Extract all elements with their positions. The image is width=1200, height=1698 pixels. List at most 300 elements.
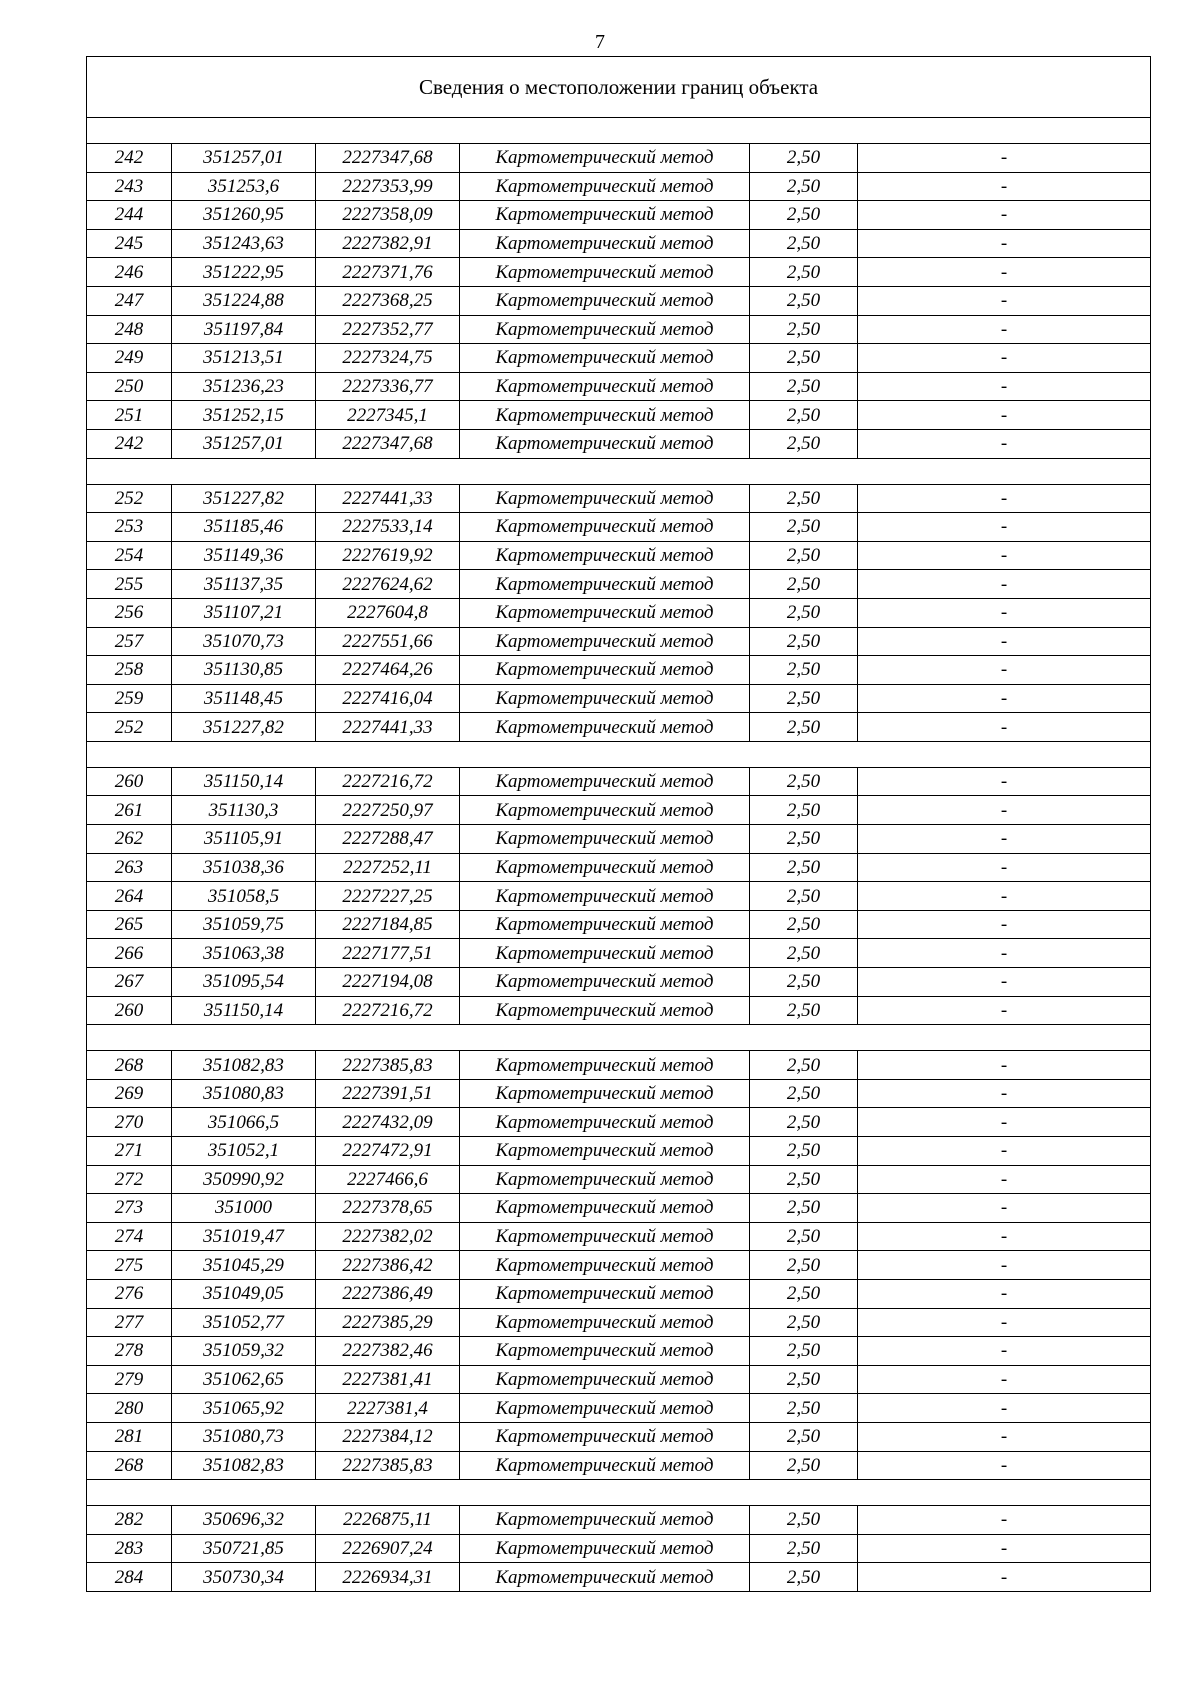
point-number-cell: 252	[87, 484, 172, 513]
accuracy-cell: 2,50	[750, 853, 858, 882]
accuracy-cell: 2,50	[750, 767, 858, 796]
method-cell: Картометрический метод	[460, 1337, 750, 1366]
x-coordinate-cell: 351150,14	[172, 996, 316, 1025]
accuracy-cell: 2,50	[750, 570, 858, 599]
y-coordinate-cell: 2227358,09	[316, 201, 460, 230]
y-coordinate-cell: 2227382,46	[316, 1337, 460, 1366]
table-row	[87, 1308, 1151, 1337]
method-cell: Картометрический метод	[460, 1451, 750, 1480]
table-row	[87, 1165, 1151, 1194]
y-coordinate-cell: 2227381,41	[316, 1365, 460, 1394]
accuracy-cell: 2,50	[750, 1079, 858, 1108]
point-number-cell: 267	[87, 968, 172, 997]
x-coordinate-cell: 351063,38	[172, 939, 316, 968]
x-coordinate-cell: 351019,47	[172, 1222, 316, 1251]
accuracy-cell: 2,50	[750, 1137, 858, 1166]
point-number-cell: 273	[87, 1194, 172, 1223]
point-number-cell: 250	[87, 372, 172, 401]
x-coordinate-cell: 351222,95	[172, 258, 316, 287]
accuracy-cell: 2,50	[750, 882, 858, 911]
y-coordinate-cell: 2227382,91	[316, 229, 460, 258]
y-coordinate-cell: 2227227,25	[316, 882, 460, 911]
accuracy-cell: 2,50	[750, 484, 858, 513]
page-number: 7	[595, 31, 605, 53]
table-row	[87, 513, 1151, 542]
method-cell: Картометрический метод	[460, 541, 750, 570]
table-row	[87, 853, 1151, 882]
point-number-cell: 278	[87, 1337, 172, 1366]
method-cell: Картометрический метод	[460, 1422, 750, 1451]
method-cell: Картометрический метод	[460, 1365, 750, 1394]
accuracy-cell: 2,50	[750, 825, 858, 854]
method-cell: Картометрический метод	[460, 1308, 750, 1337]
boundary-table-container	[86, 56, 1150, 1592]
y-coordinate-cell: 2227604,8	[316, 598, 460, 627]
x-coordinate-cell: 351252,15	[172, 401, 316, 430]
table-row	[87, 1251, 1151, 1280]
x-coordinate-cell: 351082,83	[172, 1051, 316, 1080]
x-coordinate-cell: 351150,14	[172, 767, 316, 796]
x-coordinate-cell: 351130,85	[172, 656, 316, 685]
point-number-cell: 252	[87, 713, 172, 742]
table-row	[87, 201, 1151, 230]
y-coordinate-cell: 2227533,14	[316, 513, 460, 542]
y-coordinate-cell: 2227324,75	[316, 344, 460, 373]
description-cell: -	[858, 1079, 1151, 1108]
description-cell: -	[858, 656, 1151, 685]
description-cell: -	[858, 713, 1151, 742]
method-cell: Картометрический метод	[460, 968, 750, 997]
x-coordinate-cell: 351243,63	[172, 229, 316, 258]
description-cell: -	[858, 1337, 1151, 1366]
table-row	[87, 713, 1151, 742]
point-number-cell: 260	[87, 996, 172, 1025]
description-cell: -	[858, 401, 1151, 430]
accuracy-cell: 2,50	[750, 1422, 858, 1451]
x-coordinate-cell: 351038,36	[172, 853, 316, 882]
point-number-cell: 242	[87, 429, 172, 458]
table-row	[87, 939, 1151, 968]
x-coordinate-cell: 351052,77	[172, 1308, 316, 1337]
y-coordinate-cell: 2227385,29	[316, 1308, 460, 1337]
description-cell: -	[858, 1051, 1151, 1080]
method-cell: Картометрический метод	[460, 627, 750, 656]
table-row	[87, 1534, 1151, 1563]
description-cell: -	[858, 968, 1151, 997]
accuracy-cell: 2,50	[750, 1394, 858, 1423]
x-coordinate-cell: 351224,88	[172, 286, 316, 315]
point-number-cell: 242	[87, 144, 172, 173]
accuracy-cell: 2,50	[750, 201, 858, 230]
table-row	[87, 1563, 1151, 1592]
accuracy-cell: 2,50	[750, 1251, 858, 1280]
method-cell: Картометрический метод	[460, 172, 750, 201]
x-coordinate-cell: 351059,75	[172, 910, 316, 939]
point-number-cell: 260	[87, 767, 172, 796]
point-number-cell: 266	[87, 939, 172, 968]
description-cell: -	[858, 344, 1151, 373]
table-row	[87, 315, 1151, 344]
accuracy-cell: 2,50	[750, 910, 858, 939]
x-coordinate-cell: 351257,01	[172, 429, 316, 458]
point-number-cell: 268	[87, 1051, 172, 1080]
description-cell: -	[858, 172, 1151, 201]
y-coordinate-cell: 2227347,68	[316, 144, 460, 173]
table-row	[87, 627, 1151, 656]
description-cell: -	[858, 767, 1151, 796]
point-number-cell: 284	[87, 1563, 172, 1592]
accuracy-cell: 2,50	[750, 286, 858, 315]
y-coordinate-cell: 2227250,97	[316, 796, 460, 825]
accuracy-cell: 2,50	[750, 372, 858, 401]
y-coordinate-cell: 2227385,83	[316, 1051, 460, 1080]
method-cell: Картометрический метод	[460, 1108, 750, 1137]
description-cell: -	[858, 1194, 1151, 1223]
description-cell: -	[858, 1279, 1151, 1308]
method-cell: Картометрический метод	[460, 372, 750, 401]
description-cell: -	[858, 1563, 1151, 1592]
table-row	[87, 429, 1151, 458]
y-coordinate-cell: 2227624,62	[316, 570, 460, 599]
accuracy-cell: 2,50	[750, 172, 858, 201]
accuracy-cell: 2,50	[750, 513, 858, 542]
method-cell: Картометрический метод	[460, 1194, 750, 1223]
method-cell: Картометрический метод	[460, 513, 750, 542]
description-cell: -	[858, 627, 1151, 656]
accuracy-cell: 2,50	[750, 541, 858, 570]
method-cell: Картометрический метод	[460, 713, 750, 742]
table-row	[87, 968, 1151, 997]
y-coordinate-cell: 2227619,92	[316, 541, 460, 570]
x-coordinate-cell: 351227,82	[172, 484, 316, 513]
y-coordinate-cell: 2227184,85	[316, 910, 460, 939]
method-cell: Картометрический метод	[460, 1051, 750, 1080]
accuracy-cell: 2,50	[750, 684, 858, 713]
accuracy-cell: 2,50	[750, 1563, 858, 1592]
group-separator-cell	[87, 1025, 1151, 1051]
table-row	[87, 1108, 1151, 1137]
method-cell: Картометрический метод	[460, 996, 750, 1025]
accuracy-cell: 2,50	[750, 713, 858, 742]
method-cell: Картометрический метод	[460, 1279, 750, 1308]
description-cell: -	[858, 1108, 1151, 1137]
accuracy-cell: 2,50	[750, 598, 858, 627]
table-row	[87, 229, 1151, 258]
y-coordinate-cell: 2227352,77	[316, 315, 460, 344]
method-cell: Картометрический метод	[460, 1165, 750, 1194]
accuracy-cell: 2,50	[750, 1365, 858, 1394]
table-row	[87, 484, 1151, 513]
description-cell: -	[858, 1506, 1151, 1535]
point-number-cell: 246	[87, 258, 172, 287]
table-row	[87, 1337, 1151, 1366]
description-cell: -	[858, 939, 1151, 968]
accuracy-cell: 2,50	[750, 1051, 858, 1080]
y-coordinate-cell: 2227371,76	[316, 258, 460, 287]
table-row	[87, 1222, 1151, 1251]
accuracy-cell: 2,50	[750, 1279, 858, 1308]
table-row	[87, 258, 1151, 287]
table-row	[87, 1451, 1151, 1480]
x-coordinate-cell: 351080,73	[172, 1422, 316, 1451]
point-number-cell: 274	[87, 1222, 172, 1251]
description-cell: -	[858, 1422, 1151, 1451]
point-number-cell: 282	[87, 1506, 172, 1535]
table-row	[87, 144, 1151, 173]
method-cell: Картометрический метод	[460, 882, 750, 911]
point-number-cell: 264	[87, 882, 172, 911]
point-number-cell: 280	[87, 1394, 172, 1423]
y-coordinate-cell: 2227378,65	[316, 1194, 460, 1223]
table-row	[87, 1422, 1151, 1451]
table-row	[87, 1079, 1151, 1108]
y-coordinate-cell: 2227368,25	[316, 286, 460, 315]
table-row	[87, 1194, 1151, 1223]
accuracy-cell: 2,50	[750, 1194, 858, 1223]
table-row	[87, 796, 1151, 825]
y-coordinate-cell: 2227472,91	[316, 1137, 460, 1166]
x-coordinate-cell: 351260,95	[172, 201, 316, 230]
description-cell: -	[858, 1394, 1151, 1423]
description-cell: -	[858, 598, 1151, 627]
y-coordinate-cell: 2227381,4	[316, 1394, 460, 1423]
accuracy-cell: 2,50	[750, 796, 858, 825]
accuracy-cell: 2,50	[750, 968, 858, 997]
y-coordinate-cell: 2227464,26	[316, 656, 460, 685]
y-coordinate-cell: 2227416,04	[316, 684, 460, 713]
table-row	[87, 372, 1151, 401]
point-number-cell: 268	[87, 1451, 172, 1480]
table-row	[87, 1279, 1151, 1308]
description-cell: -	[858, 484, 1151, 513]
accuracy-cell: 2,50	[750, 1337, 858, 1366]
point-number-cell: 247	[87, 286, 172, 315]
point-number-cell: 248	[87, 315, 172, 344]
point-number-cell: 261	[87, 796, 172, 825]
method-cell: Картометрический метод	[460, 1534, 750, 1563]
method-cell: Картометрический метод	[460, 1222, 750, 1251]
y-coordinate-cell: 2227336,77	[316, 372, 460, 401]
description-cell: -	[858, 1308, 1151, 1337]
point-number-cell: 255	[87, 570, 172, 599]
x-coordinate-cell: 351105,91	[172, 825, 316, 854]
method-cell: Картометрический метод	[460, 401, 750, 430]
description-cell: -	[858, 1365, 1151, 1394]
accuracy-cell: 2,50	[750, 996, 858, 1025]
x-coordinate-cell: 351148,45	[172, 684, 316, 713]
method-cell: Картометрический метод	[460, 1079, 750, 1108]
method-cell: Картометрический метод	[460, 144, 750, 173]
description-cell: -	[858, 541, 1151, 570]
table-row	[87, 286, 1151, 315]
y-coordinate-cell: 2227386,42	[316, 1251, 460, 1280]
method-cell: Картометрический метод	[460, 1563, 750, 1592]
y-coordinate-cell: 2227384,12	[316, 1422, 460, 1451]
accuracy-cell: 2,50	[750, 1165, 858, 1194]
x-coordinate-cell: 350730,34	[172, 1563, 316, 1592]
x-coordinate-cell: 351058,5	[172, 882, 316, 911]
description-cell: -	[858, 1451, 1151, 1480]
y-coordinate-cell: 2226875,11	[316, 1506, 460, 1535]
description-cell: -	[858, 796, 1151, 825]
x-coordinate-cell: 351059,32	[172, 1337, 316, 1366]
x-coordinate-cell: 351107,21	[172, 598, 316, 627]
method-cell: Картометрический метод	[460, 286, 750, 315]
point-number-cell: 270	[87, 1108, 172, 1137]
x-coordinate-cell: 351149,36	[172, 541, 316, 570]
description-cell: -	[858, 882, 1151, 911]
description-cell: -	[858, 201, 1151, 230]
table-row	[87, 656, 1151, 685]
method-cell: Картометрический метод	[460, 1137, 750, 1166]
description-cell: -	[858, 1165, 1151, 1194]
y-coordinate-cell: 2227386,49	[316, 1279, 460, 1308]
point-number-cell: 253	[87, 513, 172, 542]
description-cell: -	[858, 1534, 1151, 1563]
method-cell: Картометрический метод	[460, 429, 750, 458]
accuracy-cell: 2,50	[750, 1534, 858, 1563]
method-cell: Картометрический метод	[460, 258, 750, 287]
x-coordinate-cell: 351213,51	[172, 344, 316, 373]
group-separator-cell	[87, 458, 1151, 484]
x-coordinate-cell: 351257,01	[172, 144, 316, 173]
table-row	[87, 1394, 1151, 1423]
point-number-cell: 272	[87, 1165, 172, 1194]
description-cell: -	[858, 996, 1151, 1025]
description-cell: -	[858, 372, 1151, 401]
group-separator-row	[87, 1025, 1151, 1051]
point-number-cell: 254	[87, 541, 172, 570]
point-number-cell: 259	[87, 684, 172, 713]
description-cell: -	[858, 315, 1151, 344]
method-cell: Картометрический метод	[460, 315, 750, 344]
y-coordinate-cell: 2227432,09	[316, 1108, 460, 1137]
method-cell: Картометрический метод	[460, 1251, 750, 1280]
description-cell: -	[858, 429, 1151, 458]
y-coordinate-cell: 2226907,24	[316, 1534, 460, 1563]
table-row	[87, 344, 1151, 373]
table-row	[87, 1137, 1151, 1166]
y-coordinate-cell: 2227216,72	[316, 767, 460, 796]
accuracy-cell: 2,50	[750, 144, 858, 173]
accuracy-cell: 2,50	[750, 939, 858, 968]
accuracy-cell: 2,50	[750, 1108, 858, 1137]
accuracy-cell: 2,50	[750, 627, 858, 656]
x-coordinate-cell: 350696,32	[172, 1506, 316, 1535]
table-row	[87, 910, 1151, 939]
boundary-coordinates-table	[86, 56, 1151, 1592]
group-separator-cell	[87, 118, 1151, 144]
accuracy-cell: 2,50	[750, 429, 858, 458]
x-coordinate-cell: 350990,92	[172, 1165, 316, 1194]
method-cell: Картометрический метод	[460, 229, 750, 258]
x-coordinate-cell: 351137,35	[172, 570, 316, 599]
x-coordinate-cell: 351052,1	[172, 1137, 316, 1166]
table-title-row	[87, 57, 1151, 118]
method-cell: Картометрический метод	[460, 1506, 750, 1535]
x-coordinate-cell: 351066,5	[172, 1108, 316, 1137]
accuracy-cell: 2,50	[750, 1308, 858, 1337]
point-number-cell: 263	[87, 853, 172, 882]
y-coordinate-cell: 2227216,72	[316, 996, 460, 1025]
method-cell: Картометрический метод	[460, 570, 750, 599]
method-cell: Картометрический метод	[460, 910, 750, 939]
point-number-cell: 244	[87, 201, 172, 230]
x-coordinate-cell: 351130,3	[172, 796, 316, 825]
description-cell: -	[858, 570, 1151, 599]
y-coordinate-cell: 2227551,66	[316, 627, 460, 656]
accuracy-cell: 2,50	[750, 315, 858, 344]
y-coordinate-cell: 2227288,47	[316, 825, 460, 854]
method-cell: Картометрический метод	[460, 1394, 750, 1423]
x-coordinate-cell: 351227,82	[172, 713, 316, 742]
point-number-cell: 258	[87, 656, 172, 685]
x-coordinate-cell: 351080,83	[172, 1079, 316, 1108]
table-row	[87, 996, 1151, 1025]
x-coordinate-cell: 350721,85	[172, 1534, 316, 1563]
x-coordinate-cell: 351062,65	[172, 1365, 316, 1394]
y-coordinate-cell: 2227466,6	[316, 1165, 460, 1194]
description-cell: -	[858, 513, 1151, 542]
accuracy-cell: 2,50	[750, 656, 858, 685]
y-coordinate-cell: 2227441,33	[316, 484, 460, 513]
x-coordinate-cell: 351045,29	[172, 1251, 316, 1280]
point-number-cell: 283	[87, 1534, 172, 1563]
y-coordinate-cell: 2227252,11	[316, 853, 460, 882]
method-cell: Картометрический метод	[460, 656, 750, 685]
x-coordinate-cell: 351082,83	[172, 1451, 316, 1480]
group-separator-row	[87, 458, 1151, 484]
group-separator-row	[87, 741, 1151, 767]
y-coordinate-cell: 2227353,99	[316, 172, 460, 201]
method-cell: Картометрический метод	[460, 767, 750, 796]
method-cell: Картометрический метод	[460, 344, 750, 373]
table-row	[87, 541, 1151, 570]
method-cell: Картометрический метод	[460, 598, 750, 627]
accuracy-cell: 2,50	[750, 401, 858, 430]
point-number-cell: 271	[87, 1137, 172, 1166]
x-coordinate-cell: 351070,73	[172, 627, 316, 656]
y-coordinate-cell: 2227382,02	[316, 1222, 460, 1251]
method-cell: Картометрический метод	[460, 796, 750, 825]
method-cell: Картометрический метод	[460, 825, 750, 854]
point-number-cell: 257	[87, 627, 172, 656]
method-cell: Картометрический метод	[460, 939, 750, 968]
description-cell: -	[858, 1251, 1151, 1280]
description-cell: -	[858, 229, 1151, 258]
method-cell: Картометрический метод	[460, 201, 750, 230]
description-cell: -	[858, 684, 1151, 713]
method-cell: Картометрический метод	[460, 484, 750, 513]
description-cell: -	[858, 853, 1151, 882]
description-cell: -	[858, 1222, 1151, 1251]
point-number-cell: 265	[87, 910, 172, 939]
y-coordinate-cell: 2227177,51	[316, 939, 460, 968]
description-cell: -	[858, 144, 1151, 173]
accuracy-cell: 2,50	[750, 1506, 858, 1535]
y-coordinate-cell: 2227347,68	[316, 429, 460, 458]
accuracy-cell: 2,50	[750, 344, 858, 373]
accuracy-cell: 2,50	[750, 1222, 858, 1251]
description-cell: -	[858, 1137, 1151, 1166]
table-row	[87, 684, 1151, 713]
accuracy-cell: 2,50	[750, 229, 858, 258]
description-cell: -	[858, 910, 1151, 939]
table-row	[87, 172, 1151, 201]
x-coordinate-cell: 351197,84	[172, 315, 316, 344]
point-number-cell: 276	[87, 1279, 172, 1308]
description-cell: -	[858, 286, 1151, 315]
